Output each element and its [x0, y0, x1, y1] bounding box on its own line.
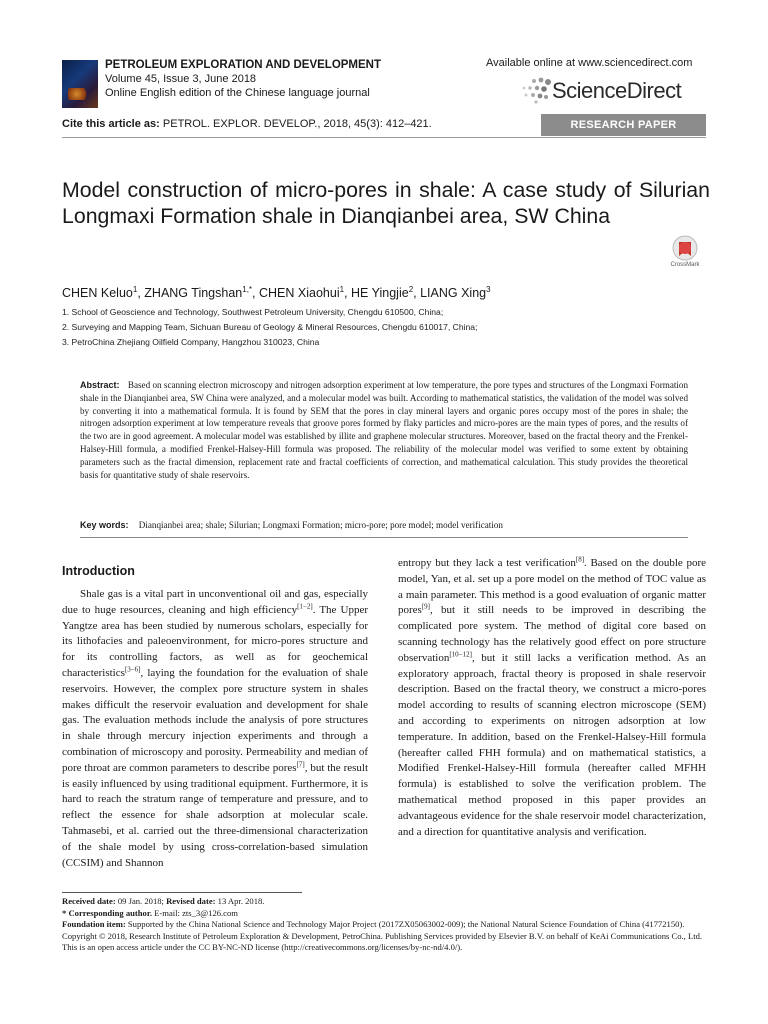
intro-column-right: entropy but they lack a test verification[8]. Based on the double pore model, Yan, et al. set up a pore model on the method of TOC value as a main parameter. This method is a good evaluation of organic matter pores[9], but it still needs to be improved in describing the complicated pore system. The method of digital core based on scanning technology has the relatively good effect on pore structure observation[10−12], but it still lacks a verification method. As an exploratory approach, fractal theory is proposed in shale reservoir description. Based on the fractal theory, we construct a micro-pores model according to results of scanning electron microscope (SEM) and according to experiments on nitrogen adsorption at low temperature. In addition, based on the Frenkel-Halsey-Hill formula (hereafter called FHH formula) and on mathematical statistics, a Modified Frenkel-Halsey-Hill formula (hereafter called MFHH formula) is established to solve the verification problem. The mathematical method proposed in this paper provides an advantageous evidence for the shale reservoir model characterization, and a direction for quantitative analysis and verification. — [398, 555, 706, 838]
author-name: HE Yingjie — [351, 286, 409, 301]
author-name: ZHANG Tingshan — [144, 286, 243, 301]
author-affiliation-mark: 3 — [486, 285, 491, 294]
keywords — [80, 520, 688, 530]
cite-text: PETROL. EXPLOR. DEVELOP., 2018, 45(3): 412–421. — [162, 118, 432, 130]
author-affiliation-mark: 1 — [132, 285, 138, 294]
journal-cover-image — [62, 60, 98, 108]
author-name: CHEN Keluo — [62, 286, 133, 301]
volume-issue: Volume 45, Issue 3, June 2018 — [105, 73, 257, 85]
dates-line — [62, 896, 708, 908]
author-name: LIANG Xing — [420, 286, 487, 301]
edition-note: Online English edition of the Chinese language journal — [105, 87, 370, 99]
sciencedirect-dots-icon — [518, 76, 556, 106]
affiliation-1: 1. School of Geoscience and Technology, Southwest Petroleum University, Chengdu 610500, China; — [62, 307, 444, 317]
corresponding-label: * Corresponding author. — [62, 907, 153, 918]
article-title: Model construction of micro-pores in shale: A case study of Silurian Longmaxi Formation shale in Dianqianbei area, SW China — [62, 178, 710, 228]
foundation-value: Supported by the China National Science and Technology Major Project (2017ZX05063002-009); the National Natural Science Foundation of China (41772150). — [127, 919, 685, 930]
author-list: CHEN Keluo$^1$, ZHANG Tingshan$^{1,*}$, CHEN Xiaohui$^1$, HE Yingjie$^2$, LIANG Xing$^3$ — [62, 285, 491, 301]
received-label: Received date: — [62, 896, 116, 906]
abstract — [80, 379, 688, 481]
abstract-divider — [80, 537, 688, 538]
journal-info — [105, 58, 381, 100]
abstract-label: Abstract: — [80, 380, 120, 390]
citation-ref[interactable]: [8] — [575, 555, 585, 564]
corresponding-line — [62, 908, 708, 920]
revised-value: 13 Apr. 2018. — [217, 896, 265, 906]
citation-line — [62, 118, 432, 130]
citation-ref[interactable]: [3−6] — [124, 665, 141, 674]
affiliation-3: 3. PetroChina Zhejiang Oilfield Company, Hangzhou 310023, China — [62, 337, 320, 347]
revised-label: Revised date: — [166, 896, 216, 906]
citation-ref[interactable]: [1−2] — [297, 602, 313, 611]
foundation-label: Foundation item: — [62, 919, 126, 930]
cite-label: Cite this article as: — [62, 118, 160, 130]
sciencedirect-logo-text: ScienceDirect — [552, 78, 682, 103]
article-type-badge: RESEARCH PAPER — [541, 114, 706, 136]
crossmark-label: CrossMark — [670, 262, 700, 268]
intro-column-left: Shale gas is a vital part in unconventional oil and gas, especially due to huge resources, cleaning and high efficiency[1−2]. The Upper Yangtze area has been studied by numerous scholars, especially for its lithofacies and paleoenvironment, for micro-pores structure and for its controlling factors, as well as for geochemical characteristics[3−6], laying the foundation for the evaluation of shale reservoirs. However, the complex pore structure system in shales makes difficult the reservoir evaluation and development for shale gas. The evaluation methods include the analysis of pore structures in shale through mercury injection experiments and through a combination of microscopy and porosity. Permeability and median of pore throat are common parameters to describe pores[7], but the result is easily influenced by using traditional equipment. Furthermore, it is hard to reach the stratum range of temperature and pressure, and to reflect the essence for shale adsorption at molecular scale. Tahmasebi, et al. carried out the three-dimensional characterization of the shale model by using cross-correlation-based simulation (CCSIM) and Shannon — [62, 588, 369, 869]
affiliation-2: 2. Surveying and Mapping Team, Sichuan Bureau of Geology & Mineral Resources, Chengdu 610017, China; — [62, 322, 478, 332]
section-heading-introduction: Introduction — [62, 564, 135, 578]
keywords-label: Key words: — [80, 520, 129, 530]
author-affiliation-mark: 1,* — [242, 285, 253, 294]
footnote-divider — [62, 892, 302, 893]
keywords-text: Dianqianbei area; shale; Silurian; Longmaxi Formation; micro-pore; pore model; model verification — [138, 520, 503, 530]
available-online-link[interactable]: Available online at www.sciencedirect.com — [486, 57, 693, 69]
foundation-line — [62, 919, 708, 931]
author-affiliation-mark: 2 — [408, 285, 414, 294]
citation-ref[interactable]: [10−12] — [449, 650, 472, 659]
author-affiliation-mark: 1 — [339, 285, 345, 294]
author-name: CHEN Xiaohui — [259, 286, 340, 301]
header-divider — [62, 137, 706, 138]
journal-title: PETROLEUM EXPLORATION AND DEVELOPMENT — [105, 59, 382, 71]
citation-ref[interactable]: [9] — [421, 602, 430, 611]
copyright-line: Copyright © 2018, Research Institute of Petroleum Exploration & Development, PetroChina. Publishing Services provided by Elsevier B.V. on behalf of KeAi Communications Co., Ltd. This is an open access article under the CC BY-NC-ND license (http://creativecommons.org/licenses/by-nc-nd/4.0/). — [62, 930, 703, 953]
abstract-text: Based on scanning electron microscopy and nitrogen adsorption experiment at low temperature, the pore types and structures of the Longmaxi Formation shale in the Dianqianbei area, SW China were analyzed, and a molecular model was built. According to mathematical statistics, the validation of the model was solved by converting it into a mathematical formula. It is found by SEM that the pores in clay mineral layers and organic pores occupy most of the pores in shale; the nitrogen adsorption experiment at low temperature reveals that groove pores formed by flaky particles and micro-pores are the main types of pores, and the results of the two are in good agreement. A molecular model was established by illite and graphene molecular structures. Moreover, based on the fractal theory and the Frenkel-Halsey-Hill formula, a modified Frenkel-Halsey-Hill formula was proposed. The reliability of the molecular model was verified to some extent by obtaining parameters such as the fractal dimension, replacement rate and fractal coefficients of correction, and mathematical calculation. This study provides the theoretical basis for quantitative study of shale reservoirs. — [80, 380, 688, 480]
received-value: 09 Jan. 2018; — [117, 896, 164, 906]
citation-ref[interactable]: [7] — [296, 760, 305, 769]
corresponding-email[interactable]: E-mail: zts_3@126.com — [154, 907, 238, 918]
footnotes — [62, 896, 708, 954]
